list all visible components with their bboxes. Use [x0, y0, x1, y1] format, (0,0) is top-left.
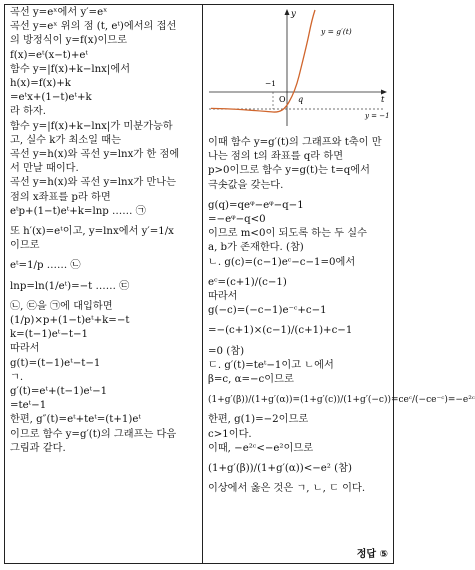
text-line: 극솟값을 갖는다. [208, 179, 284, 191]
y-axis-label: y [291, 9, 296, 19]
text-line: ㄴ. g(c)=(c−1)eᶜ−c−1=0에서 [208, 256, 356, 268]
minus-one-label: −1 [265, 79, 277, 88]
text-line: g(−c)=(−c−1)e⁻ᶜ+c−1 [208, 305, 327, 317]
text-line: 이므로 [10, 240, 40, 252]
text-line: eᵗp+(1−t)eᵗ+k=lnp …… ㉠ [10, 205, 146, 217]
text-line: β=c, α=−c이므로 [208, 374, 294, 386]
text-line: a, b가 존재한다. (참) [208, 242, 304, 254]
text-line: 따라서 [10, 343, 40, 355]
text-line: eᵗ=1/p …… ㉡ [10, 260, 81, 272]
text-line: g(q)=qeᵠ−eᵠ−q−1 [208, 199, 304, 211]
text-line: lnp=ln(1/eᵗ)=−t …… ㉢ [10, 280, 130, 292]
text-line: 이때, −e²ᶜ<−e²이므로 [208, 442, 314, 454]
q-label: q [298, 95, 304, 104]
text-line: 라 하자. [10, 106, 46, 118]
text-line: ㄱ. [10, 371, 24, 383]
text-line: h(x)=f(x)+k [10, 78, 71, 90]
text-line: =eᵗx+(1−t)eᵗ+k [10, 92, 92, 104]
text-line: k=(t−1)eᵗ−t−1 [10, 329, 88, 341]
asymptote-label: y = −1 [365, 112, 390, 120]
text-line: 함수 y=|f(x)+k−lnx|가 미분가능하 [10, 120, 173, 132]
text-line: =0 (참) [208, 345, 245, 357]
text-line: 한편, g″(t)=eᵗ+teᵗ=(t+1)eᵗ [10, 414, 141, 426]
text-line: (1+g′(β))/(1+g′(α))<−e² (참) [208, 463, 352, 475]
column-divider [202, 4, 203, 564]
text-line: 곡선 y=eˣ 위의 점 (t, eᵗ)에서의 접선 [10, 21, 177, 33]
text-line: 한편, g(1)=−2이므로 [208, 414, 309, 426]
text-line: 이므로 m<0이 되도록 하는 두 실수 [208, 228, 367, 240]
text-line: 고, 실수 k가 최소일 때는 [10, 134, 121, 146]
text-line: =−(c+1)×(c−1)/(c+1)+c−1 [208, 325, 353, 337]
text-line: 함수 y=|f(x)+k−lnx|에서 [10, 63, 131, 75]
text-line: =−eᵠ−q<0 [208, 214, 266, 226]
t-axis-arrow-icon [381, 90, 387, 95]
text-line: f(x)=eᵗ(x−t)+eᵗ [10, 49, 88, 61]
right-column [208, 136, 475, 496]
answer-label: 정답 ⑤ [356, 549, 388, 560]
text-line: 이므로 함수 y=g′(t)의 그래프는 다음 [10, 428, 177, 440]
curve-label: y = g′(t) [321, 27, 352, 36]
text-line: 또 h′(x)=eᵗ이고, y=lnx에서 y′=1/x [10, 226, 174, 238]
text-line: g(t)=(t−1)eᵗ−t−1 [10, 357, 101, 369]
y-axis-arrow-icon [285, 9, 290, 15]
text-line: ㉡, ㉢을 ㉠에 대입하면 [10, 300, 113, 312]
text-line: g′(t)=eᵗ+(t−1)eᵗ−1 [10, 386, 108, 398]
text-line: 곡선 y=eˣ에서 y′=eˣ [10, 7, 108, 18]
text-line: ㄷ. g′(t)=teᵗ−1이고 ㄴ에서 [208, 359, 334, 371]
text-line: 그림과 같다. [10, 442, 66, 454]
text-line: eᶜ=(c+1)/(c−1) [208, 276, 287, 288]
origin-label: O [279, 95, 286, 104]
text-line: 따라서 [208, 291, 238, 303]
text-line: 서 만날 때이다. [10, 163, 79, 175]
text-line: 의 방정식이 y=f(x)이므로 [10, 35, 127, 47]
text-line: 이때 함수 y=g′(t)의 그래프와 t축이 만 [208, 137, 382, 148]
text-line: 점의 x좌표를 p라 하면 [10, 191, 111, 203]
text-line: 곡선 y=h(x)와 곡선 y=lnx가 만나는 [10, 177, 176, 189]
g-prime-graph [205, 6, 391, 130]
text-line: 나는 점의 t의 좌표를 q라 하면 [208, 151, 344, 163]
text-line: (1/p)×p+(1−t)eᵗ+k=−t [10, 315, 130, 327]
t-axis-label: t [381, 95, 385, 105]
text-line: 이상에서 옳은 것은 ㄱ, ㄴ, ㄷ 이다. [208, 483, 366, 495]
text-line: c>1이다. [208, 428, 252, 440]
text-line: 곡선 y=h(x)와 곡선 y=lnx가 한 점에 [10, 149, 180, 161]
left-column [10, 6, 198, 456]
text-line: p>0이므로 함수 y=g(t)는 t=q에서 [208, 165, 370, 177]
text-line: =teᵗ−1 [10, 400, 47, 412]
text-line: (1+g′(β))/(1+g′(α))=(1+g′(c))/(1+g′(−c))=ceᶜ/(−ce⁻ᶜ)=−e²ᶜ [208, 395, 475, 406]
